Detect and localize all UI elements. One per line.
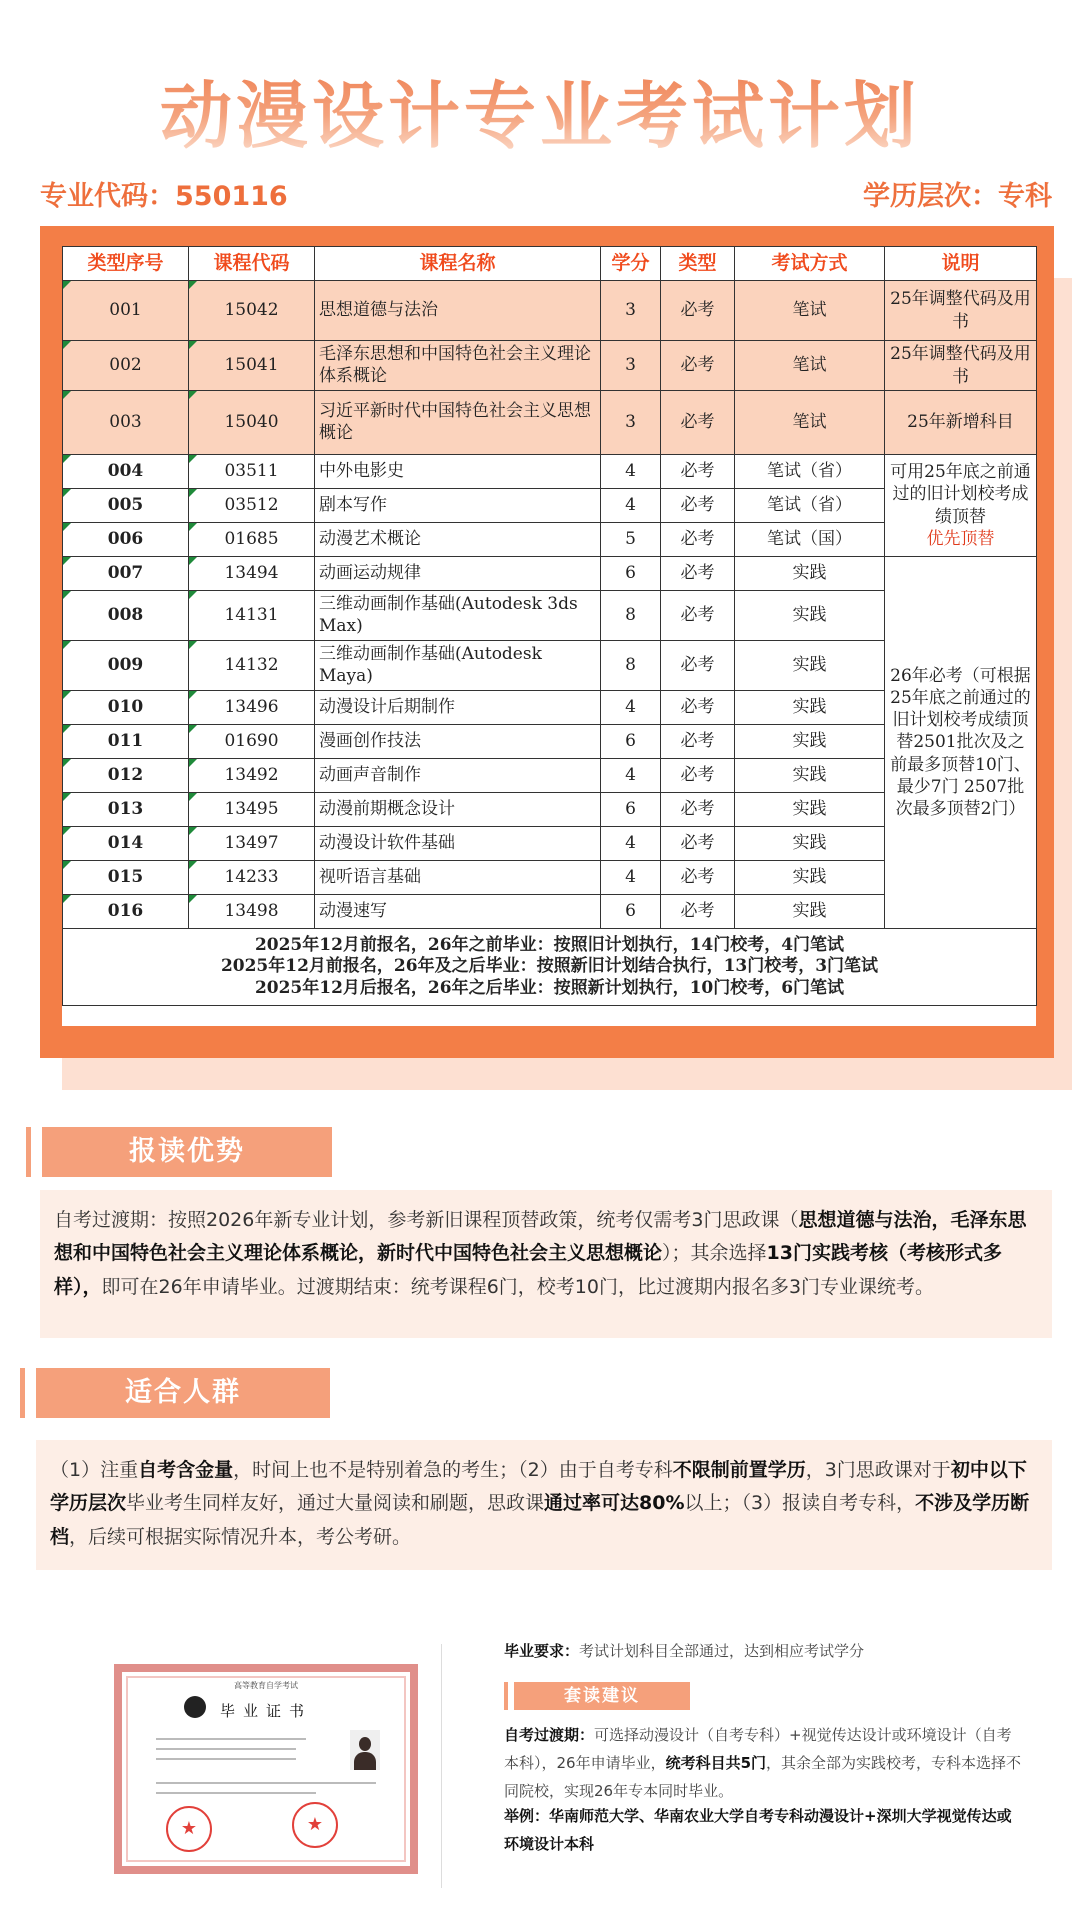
cell-type: 必考 bbox=[661, 391, 735, 455]
cell-credit: 6 bbox=[601, 557, 661, 591]
cell-type: 必考 bbox=[661, 523, 735, 557]
cell-name: 三维动画制作基础(Autodesk 3ds Max) bbox=[315, 591, 601, 641]
cell-type: 必考 bbox=[661, 489, 735, 523]
audience-text bbox=[36, 1440, 1052, 1570]
cell-method: 实践 bbox=[735, 591, 885, 641]
education-level: 学历层次：专科 bbox=[863, 181, 1052, 212]
trans-text: ，其余全部为实践校考，专科本选择不同院校，实现26年专本同时毕业。 bbox=[504, 1753, 1022, 1800]
certificate-line bbox=[156, 1758, 296, 1760]
cell-type: 必考 bbox=[661, 793, 735, 827]
cell-method: 实践 bbox=[735, 759, 885, 793]
cell-seq: 014 bbox=[63, 827, 189, 861]
cell-credit: 8 bbox=[601, 591, 661, 641]
cell-credit: 5 bbox=[601, 523, 661, 557]
transition-advice bbox=[504, 1722, 1024, 1805]
header-credit: 学分 bbox=[601, 247, 661, 281]
cell-method: 笔试（国） bbox=[735, 523, 885, 557]
text-bold: 思想道德与法治，毛泽东思想和中国特色社会主义理论体系概论，新时代中国特色社会主义思想概论 bbox=[54, 1209, 1027, 1265]
footnote-line: 2025年12月后报名，26年之后毕业：按照新计划执行，10门校考，6门笔试 bbox=[254, 977, 845, 998]
cell-code: 13497 bbox=[189, 827, 315, 861]
table-footnote-row bbox=[63, 929, 1037, 1006]
table-header-row bbox=[63, 247, 1037, 281]
cell-type: 必考 bbox=[661, 725, 735, 759]
example bbox=[504, 1803, 1024, 1859]
cell-seq: 011 bbox=[63, 725, 189, 759]
text-bold: 自考含金量 bbox=[138, 1459, 234, 1481]
cell-method: 实践 bbox=[735, 793, 885, 827]
note-highlight: 优先顶替 bbox=[926, 528, 995, 549]
cell-code: 14233 bbox=[189, 861, 315, 895]
photo-icon bbox=[350, 1730, 380, 1770]
footnote-line: 2025年12月前报名，26年及之后毕业：按照新旧计划结合执行，13门校考，3门笔试 bbox=[220, 956, 879, 977]
text-bold: 不涉及学历断档 bbox=[50, 1492, 1030, 1548]
advantages-label: 报读优势 bbox=[42, 1127, 332, 1177]
certificate bbox=[114, 1664, 418, 1874]
cell-credit: 4 bbox=[601, 455, 661, 489]
text-run: ，时间上也不是特别着急的考生；（2）由于自考专科 bbox=[233, 1459, 673, 1481]
cell-type: 必考 bbox=[661, 591, 735, 641]
cell-code: 01685 bbox=[189, 523, 315, 557]
cell-code: 15040 bbox=[189, 391, 315, 455]
cell-credit: 4 bbox=[601, 691, 661, 725]
cell-credit: 8 bbox=[601, 641, 661, 691]
cell-name: 动漫设计软件基础 bbox=[315, 827, 601, 861]
cell-code: 13492 bbox=[189, 759, 315, 793]
tao-label: 套读建议 bbox=[514, 1682, 690, 1710]
audience-label: 适合人群 bbox=[36, 1368, 330, 1418]
major-code: 专业代码：550116 bbox=[40, 181, 288, 212]
cell-type: 必考 bbox=[661, 861, 735, 895]
cell-credit: 3 bbox=[601, 281, 661, 341]
cell-method: 实践 bbox=[735, 725, 885, 759]
certificate-line bbox=[156, 1782, 376, 1784]
table-row bbox=[63, 281, 1037, 341]
text-run: （1）注重 bbox=[50, 1459, 139, 1481]
cell-method: 笔试 bbox=[735, 281, 885, 341]
cell-name: 漫画创作技法 bbox=[315, 725, 601, 759]
trans-text: 可选择动漫设计（自考专科）+视觉传达设计或环境设计（自考本科），26年申请毕业， bbox=[504, 1726, 1012, 1772]
note-text: 可用25年底之前通过的旧计划校考成绩顶替 bbox=[890, 462, 1031, 527]
cell-method: 笔试 bbox=[735, 391, 885, 455]
cell-code: 13494 bbox=[189, 557, 315, 591]
example-label: 举例： bbox=[504, 1807, 550, 1825]
cell-code: 01690 bbox=[189, 725, 315, 759]
text-run: ）；其余选择 bbox=[662, 1242, 767, 1265]
certificate-line bbox=[156, 1792, 316, 1794]
cell-name: 剧本写作 bbox=[315, 489, 601, 523]
grad-text: 考试计划科目全部通过，达到相应考试学分 bbox=[579, 1642, 865, 1660]
table-row bbox=[63, 557, 1037, 591]
cell-seq: 006 bbox=[63, 523, 189, 557]
cell-code: 15041 bbox=[189, 341, 315, 391]
cell-name: 动漫设计后期制作 bbox=[315, 691, 601, 725]
cell-name: 视听语言基础 bbox=[315, 861, 601, 895]
trans-bold: 统考科目共5门 bbox=[665, 1753, 767, 1772]
cell-seq: 004 bbox=[63, 455, 189, 489]
certificate-image bbox=[96, 1644, 442, 1888]
cell-type: 必考 bbox=[661, 557, 735, 591]
text-run: 以上；（3）报读自考专科， bbox=[684, 1492, 916, 1515]
cell-seq: 016 bbox=[63, 895, 189, 929]
cell-code: 13495 bbox=[189, 793, 315, 827]
cell-name: 思想道德与法治 bbox=[315, 281, 601, 341]
cell-credit: 4 bbox=[601, 489, 661, 523]
cell-name: 三维动画制作基础(Autodesk Maya) bbox=[315, 641, 601, 691]
text-bold: 通过率可达80% bbox=[544, 1492, 685, 1515]
seal-icon bbox=[292, 1802, 338, 1848]
cell-name: 毛泽东思想和中国特色社会主义理论体系概论 bbox=[315, 341, 601, 391]
header-seq: 类型序号 bbox=[63, 247, 189, 281]
certificate-line bbox=[156, 1738, 306, 1740]
cell-method: 实践 bbox=[735, 861, 885, 895]
cell-type: 必考 bbox=[661, 281, 735, 341]
cell-type: 必考 bbox=[661, 895, 735, 929]
cell-note: 25年调整代码及用书 bbox=[885, 281, 1037, 341]
cell-method: 实践 bbox=[735, 641, 885, 691]
cell-seq: 008 bbox=[63, 591, 189, 641]
header-code: 课程代码 bbox=[189, 247, 315, 281]
text-bold: 初中以下学历层次 bbox=[50, 1459, 1027, 1515]
cell-type: 必考 bbox=[661, 759, 735, 793]
cell-type: 必考 bbox=[661, 827, 735, 861]
cell-seq: 010 bbox=[63, 691, 189, 725]
cell-credit: 3 bbox=[601, 391, 661, 455]
advantages-text bbox=[40, 1190, 1052, 1338]
cell-name: 动画运动规律 bbox=[315, 557, 601, 591]
cell-seq: 013 bbox=[63, 793, 189, 827]
text-run: ，3门思政课对于 bbox=[805, 1459, 951, 1481]
certificate-title: 毕业证书 bbox=[219, 1702, 312, 1720]
cell-method: 实践 bbox=[735, 691, 885, 725]
cell-type: 必考 bbox=[661, 641, 735, 691]
header-note: 说明 bbox=[885, 247, 1037, 281]
cell-credit: 4 bbox=[601, 759, 661, 793]
table-row bbox=[63, 391, 1037, 455]
text-run: 自考过渡期：按照2026年新专业计划，参考新旧课程顶替政策，统考仅需考3门思政课（ bbox=[54, 1209, 799, 1231]
cell-note: 25年调整代码及用书 bbox=[885, 341, 1037, 391]
cell-code: 14131 bbox=[189, 591, 315, 641]
seal-icon bbox=[166, 1806, 212, 1852]
cell-seq: 015 bbox=[63, 861, 189, 895]
cell-method: 实践 bbox=[735, 557, 885, 591]
cell-code: 03512 bbox=[189, 489, 315, 523]
cell-note-merged bbox=[885, 455, 1037, 557]
cell-credit: 4 bbox=[601, 861, 661, 895]
cell-name: 中外电影史 bbox=[315, 455, 601, 489]
cell-credit: 4 bbox=[601, 827, 661, 861]
cell-name: 动漫艺术概论 bbox=[315, 523, 601, 557]
cell-method: 实践 bbox=[735, 827, 885, 861]
cell-credit: 3 bbox=[601, 341, 661, 391]
cell-note-merged: 26年必考（可根据25年底之前通过的旧计划校考成绩顶替2501批次及之前最多顶替10门、最少7门 2507批次最多顶替2门） bbox=[885, 557, 1037, 929]
cell-credit: 6 bbox=[601, 895, 661, 929]
cell-seq: 003 bbox=[63, 391, 189, 455]
cell-type: 必考 bbox=[661, 341, 735, 391]
heading-bar bbox=[26, 1127, 31, 1177]
table-footnotes bbox=[63, 929, 1037, 1006]
trans-label: 自考过渡期： bbox=[504, 1726, 595, 1744]
cell-code: 13498 bbox=[189, 895, 315, 929]
cell-method: 笔试 bbox=[735, 341, 885, 391]
cell-code: 13496 bbox=[189, 691, 315, 725]
cell-type: 必考 bbox=[661, 455, 735, 489]
cell-code: 15042 bbox=[189, 281, 315, 341]
cell-seq: 007 bbox=[63, 557, 189, 591]
example-text: 华南师范大学、华南农业大学自考专科动漫设计+深圳大学视觉传达或环境设计本科 bbox=[504, 1807, 1012, 1853]
table-row bbox=[63, 455, 1037, 489]
cell-seq: 001 bbox=[63, 281, 189, 341]
cell-seq: 005 bbox=[63, 489, 189, 523]
cell-code: 14132 bbox=[189, 641, 315, 691]
cell-seq: 012 bbox=[63, 759, 189, 793]
cell-name: 动漫速写 bbox=[315, 895, 601, 929]
text-run: ，后续可根据实际情况升本，考公考研。 bbox=[69, 1525, 412, 1548]
exam-plan-table-wrap bbox=[62, 246, 1036, 1026]
heading-bar bbox=[20, 1368, 25, 1418]
grad-label: 毕业要求： bbox=[504, 1642, 580, 1660]
text-run: 即可在26年申请毕业。过渡期结束：统考课程6门，校考10门，比过渡期内报名多3门专业课统考。 bbox=[101, 1275, 935, 1298]
header-method: 考试方式 bbox=[735, 247, 885, 281]
cell-method: 实践 bbox=[735, 895, 885, 929]
header-name: 课程名称 bbox=[315, 247, 601, 281]
text-bold: 13门实践考核（考核形式多样）， bbox=[54, 1242, 1002, 1298]
cell-name: 动画声音制作 bbox=[315, 759, 601, 793]
exam-plan-table bbox=[62, 246, 1037, 1006]
text-bold: 不限制前置学历 bbox=[672, 1459, 806, 1481]
header-type: 类型 bbox=[661, 247, 735, 281]
cell-name: 动漫前期概念设计 bbox=[315, 793, 601, 827]
cell-name: 习近平新时代中国特色社会主义思想概论 bbox=[315, 391, 601, 455]
text-run: 毕业考生同样友好，通过大量阅读和刷题，思政课 bbox=[126, 1492, 545, 1515]
certificate-line bbox=[156, 1748, 296, 1750]
cell-note: 25年新增科目 bbox=[885, 391, 1037, 455]
cell-method: 笔试（省） bbox=[735, 455, 885, 489]
footnote-line: 2025年12月前报名，26年之前毕业：按照旧计划执行，14门校考，4门笔试 bbox=[254, 935, 845, 955]
cell-seq: 002 bbox=[63, 341, 189, 391]
certificate-issuer: 高等教育自学考试 bbox=[234, 1681, 298, 1690]
heading-bar bbox=[504, 1682, 508, 1710]
cell-credit: 6 bbox=[601, 793, 661, 827]
graduation-requirement bbox=[504, 1638, 1044, 1666]
cell-method: 笔试（省） bbox=[735, 489, 885, 523]
cell-code: 03511 bbox=[189, 455, 315, 489]
page-title: 动漫设计专业考试计划 bbox=[0, 58, 1080, 162]
table-row bbox=[63, 341, 1037, 391]
cell-seq: 009 bbox=[63, 641, 189, 691]
cell-type: 必考 bbox=[661, 691, 735, 725]
cell-credit: 6 bbox=[601, 725, 661, 759]
